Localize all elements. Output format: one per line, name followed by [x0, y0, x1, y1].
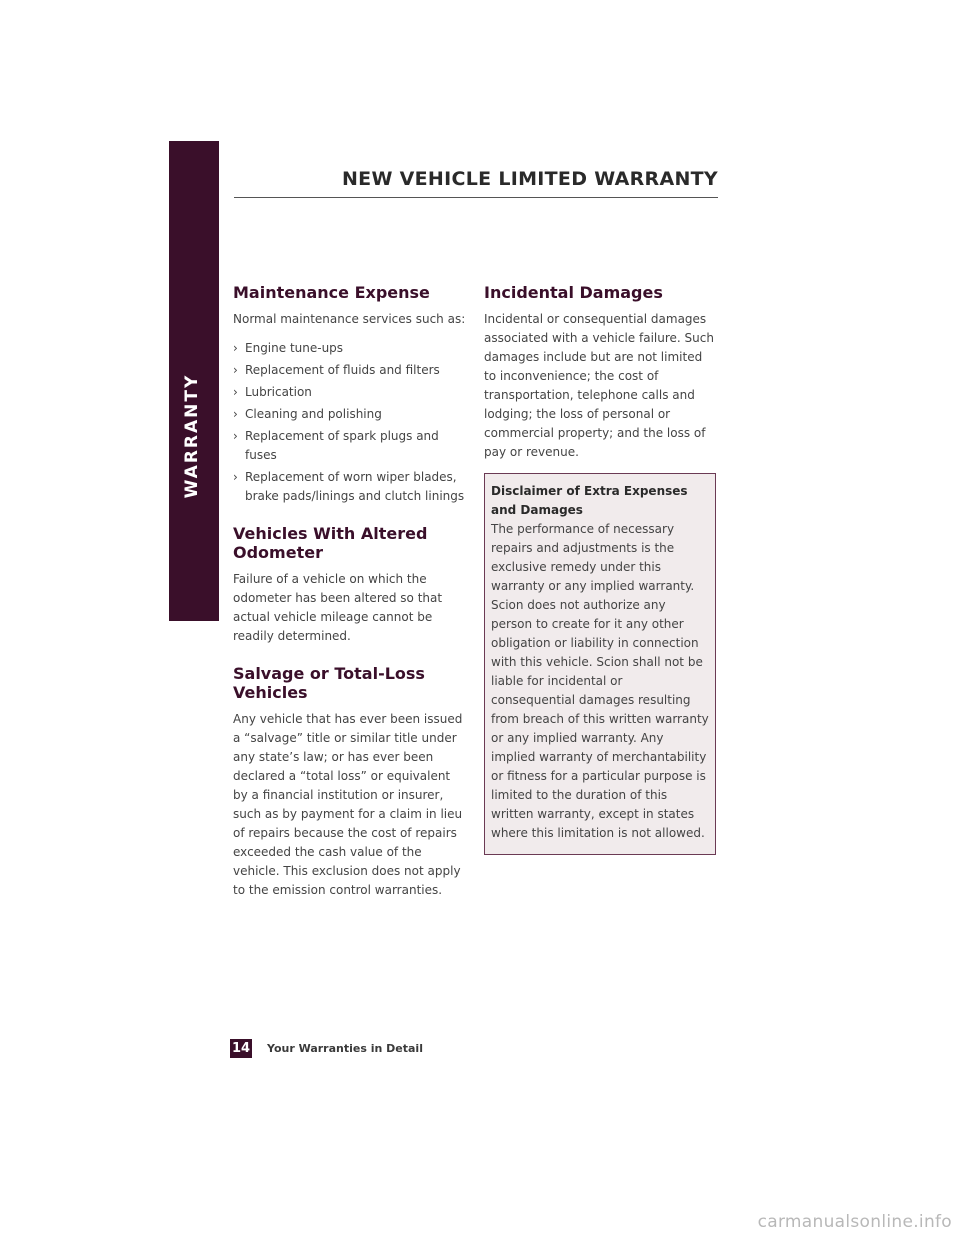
watermark: carmanualsonline.info [757, 1212, 952, 1232]
list-item: › Engine tune-ups [233, 339, 467, 358]
list-item: › Replacement of fluids and filters [233, 361, 467, 380]
altered-odometer-body: Failure of a vehicle on which the odometer has been altered so that actual vehicle mileage cannot be readily determined. [233, 572, 443, 643]
maintenance-list [233, 339, 467, 506]
disclaimer-box [484, 473, 716, 855]
disclaimer-title: Disclaimer of Extra Expenses and Damages [491, 484, 688, 517]
list-item: › Cleaning and polishing [233, 405, 467, 424]
list-item: › Replacement of worn wiper blades, brake pads/linings and clutch linings [233, 470, 465, 503]
side-tab-label: WARRANTY [182, 373, 202, 499]
salvage-heading: Salvage or Total-Loss Vehicles [233, 664, 425, 702]
list-item: › Replacement of spark plugs and fuses [233, 429, 439, 462]
disclaimer-body: The performance of necessary repairs and adjustments is the exclusive remedy under this warranty or any implied warranty. Scion does not authorize any person to create for it any other obligation or liability in connection with this vehicle. Scion shall not be liable for incidental or consequential damages resulting from breach of this written warranty or any implied warranty. Any implied warranty of merchantability or fitness for a particular purpose is limited to the duration of this written warranty, except in states where this limitation is not allowed. [491, 522, 709, 840]
left-column [233, 281, 467, 900]
right-column [484, 281, 716, 855]
bullet-chevron-icon: › [233, 429, 238, 443]
bullet-chevron-icon: › [233, 363, 238, 377]
bullet-chevron-icon: › [233, 407, 238, 421]
incidental-body: Incidental or consequential damages associated with a vehicle failure. Such damages include but are not limited to inconvenience; the cost of transportation, telephone calls and lodging; the loss of personal or commercial property; and the loss of pay or revenue. [484, 312, 714, 459]
altered-odometer-heading: Vehicles With Altered Odometer [233, 524, 428, 562]
bullet-chevron-icon: › [233, 470, 238, 484]
page-number: 14 [231, 1041, 251, 1056]
maintenance-intro: Normal maintenance services such as: [233, 312, 466, 326]
salvage-body: Any vehicle that has ever been issued a “salvage” title or similar title under any state’s law; or has ever been declared a “total loss” or equivalent by a financial institution or insurer, such as by payment for a claim in lieu of repairs because the cost of repairs exceeded the cash value of the vehicle. This exclusion does not apply to the emission control warranties. [233, 712, 463, 897]
footer-section-title: Your Warranties in Detail [267, 1042, 423, 1055]
page-title: NEW VEHICLE LIMITED WARRANTY [341, 168, 718, 190]
bullet-chevron-icon: › [233, 341, 238, 355]
bullet-chevron-icon: › [233, 385, 238, 399]
maintenance-heading: Maintenance Expense [233, 283, 430, 302]
incidental-heading: Incidental Damages [484, 283, 663, 302]
list-item: › Lubrication [233, 383, 467, 402]
title-divider [234, 197, 718, 198]
